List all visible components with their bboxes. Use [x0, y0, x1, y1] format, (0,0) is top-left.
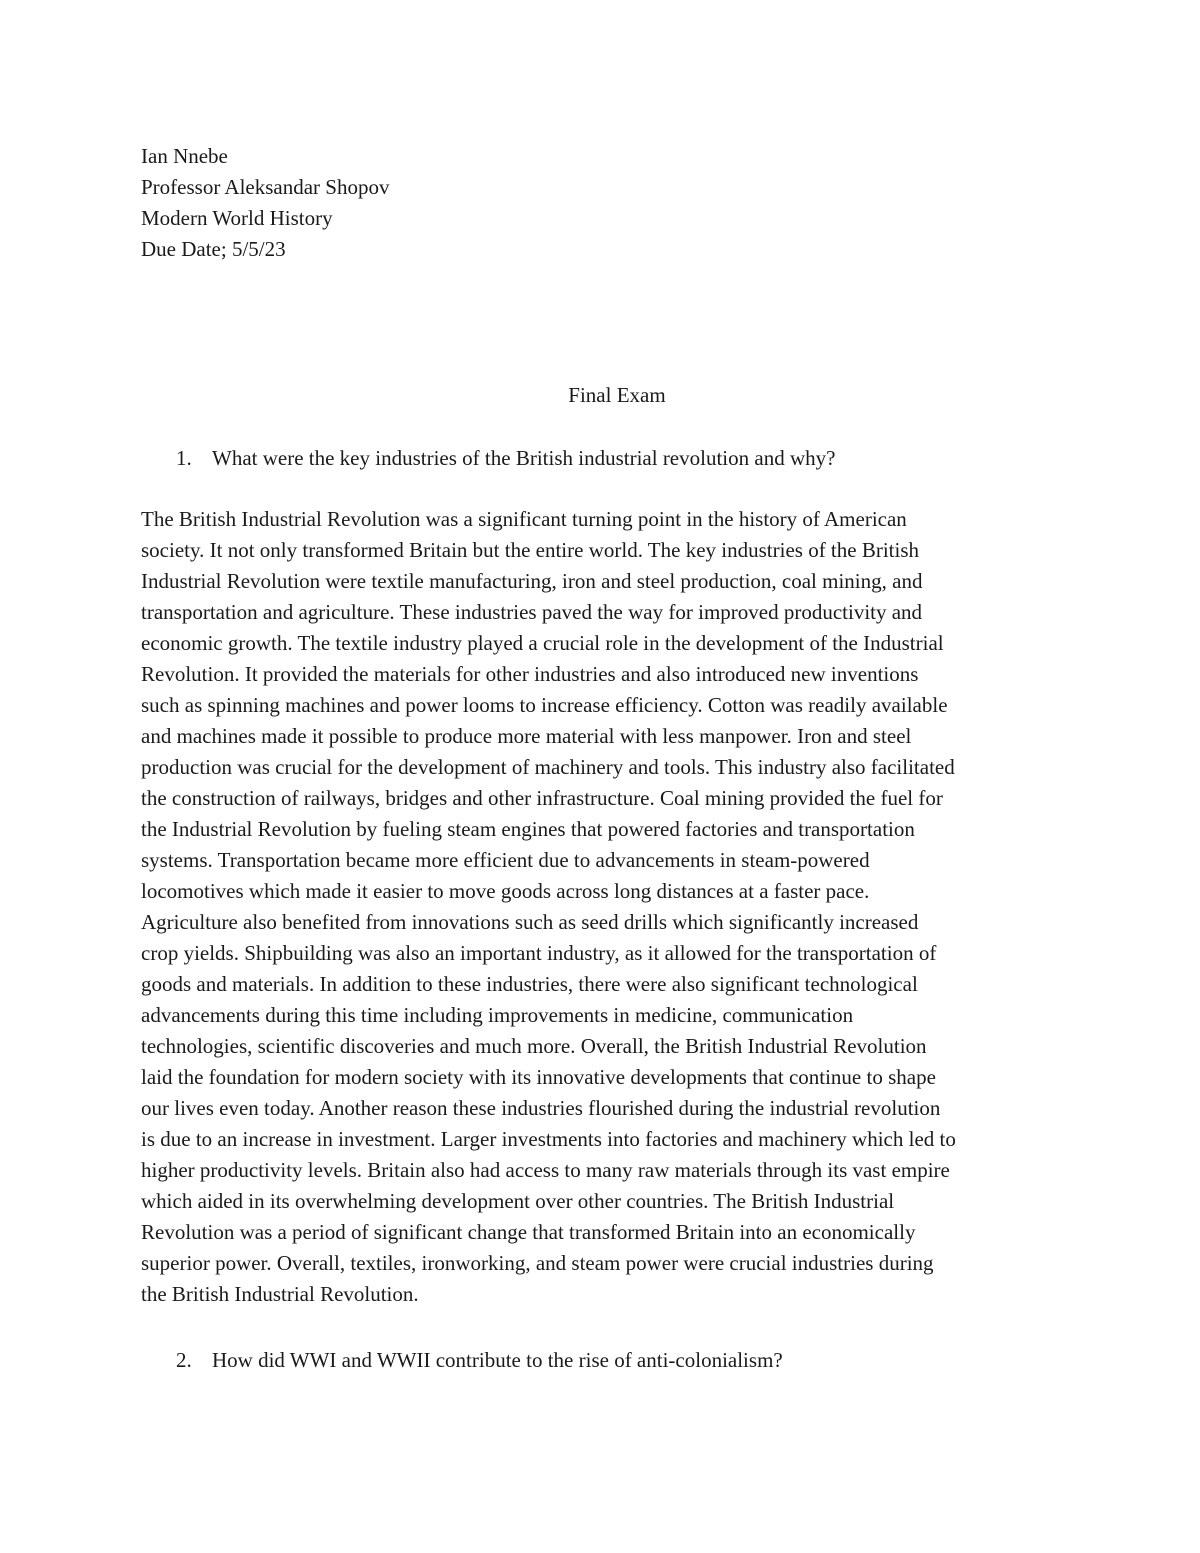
question-1	[176, 443, 835, 474]
answer-line: goods and materials. In addition to these industries, there were also significant technological	[141, 972, 918, 996]
answer-line: Industrial Revolution were textile manufacturing, iron and steel production, coal mining, and	[141, 569, 923, 593]
answer-line: higher productivity levels. Britain also had access to many raw materials through its vast empire	[141, 1158, 950, 1182]
answer-line: economic growth. The textile industry played a crucial role in the development of the Industrial	[141, 631, 944, 655]
answer-line: crop yields. Shipbuilding was also an important industry, as it allowed for the transportation of	[141, 941, 937, 965]
question-number: 2.	[176, 1348, 192, 1372]
answer-line: the British Industrial Revolution.	[141, 1282, 419, 1306]
answer-line: society. It not only transformed Britain but the entire world. The key industries of the British	[141, 538, 920, 562]
answer-line: the Industrial Revolution by fueling steam engines that powered factories and transportation	[141, 817, 915, 841]
answer-line: such as spinning machines and power looms to increase efficiency. Cotton was readily available	[141, 693, 948, 717]
answer-line: which aided in its overwhelming development over other countries. The British Industrial	[141, 1189, 895, 1213]
question-2	[176, 1345, 783, 1376]
answer-line: our lives even today. Another reason these industries flourished during the industrial revolution	[141, 1096, 941, 1120]
answer-line: technologies, scientific discoveries and much more. Overall, the British Industrial Revolution	[141, 1034, 927, 1058]
answer-line: is due to an increase in investment. Larger investments into factories and machinery which led to	[141, 1127, 956, 1151]
professor-name: Professor Aleksandar Shopov	[141, 175, 390, 199]
answer-line: transportation and agriculture. These industries paved the way for improved productivity and	[141, 600, 923, 624]
answer-line: superior power. Overall, textiles, ironworking, and steam power were crucial industries during	[141, 1251, 934, 1275]
course-name: Modern World History	[141, 206, 333, 230]
answer-line: The British Industrial Revolution was a significant turning point in the history of American	[141, 507, 907, 531]
answer-line: advancements during this time including improvements in medicine, communication	[141, 1003, 854, 1027]
student-name: Ian Nnebe	[141, 144, 228, 168]
answer-line: Revolution. It provided the materials for other industries and also introduced new inventions	[141, 662, 919, 686]
answer-line: Agriculture also benefited from innovations such as seed drills which significantly increased	[141, 910, 919, 934]
answer-line: production was crucial for the development of machinery and tools. This industry also facilitated	[141, 755, 955, 779]
answer-line: locomotives which made it easier to move goods across long distances at a faster pace.	[141, 879, 870, 903]
question-number: 1.	[176, 446, 192, 470]
document-title: Final Exam	[568, 383, 666, 407]
answer-line: laid the foundation for modern society with its innovative developments that continue to shape	[141, 1065, 936, 1089]
question-text: What were the key industries of the British industrial revolution and why?	[212, 446, 836, 470]
answer-line: Revolution was a period of significant change that transformed Britain into an economically	[141, 1220, 916, 1244]
answer-line: and machines made it possible to produce more material with less manpower. Iron and steel	[141, 724, 912, 748]
answer-line: the construction of railways, bridges and other infrastructure. Coal mining provided the fuel for	[141, 786, 943, 810]
question-text: How did WWI and WWII contribute to the rise of anti-colonialism?	[212, 1348, 783, 1372]
answer-line: systems. Transportation became more efficient due to advancements in steam-powered	[141, 848, 870, 872]
due-date: Due Date; 5/5/23	[141, 237, 286, 261]
